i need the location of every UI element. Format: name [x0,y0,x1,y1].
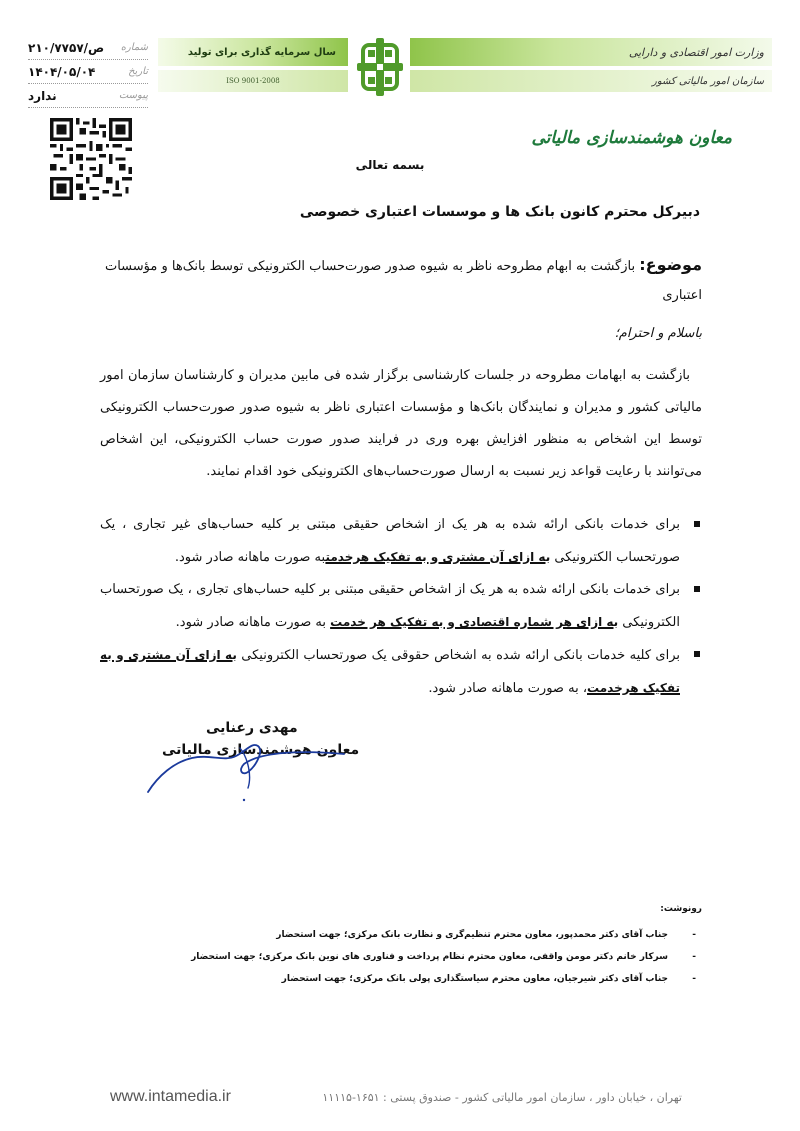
letter-metadata [28,36,148,108]
letter-date-value: ۱۴۰۴/۰۵/۰۴ [28,64,96,79]
letter-attachment-value: ندارد [28,88,57,103]
rules-list [100,509,702,705]
list-item-emphasis: به ازای آن مشتری و به تفکیک هرخدمت [100,648,680,695]
letter-date-row [28,60,148,84]
tax-organization-emblem-icon [355,36,405,98]
list-item-emphasis: به ازای آن مشتری و به تفکیک هرخدمت [325,550,551,564]
square-bullet-icon [694,651,700,657]
handwritten-signature-icon [140,718,360,818]
signatory-title: معاون هوشمندسازی مالیاتی [162,742,360,758]
list-item [100,639,702,705]
footer-address: تهران ، خیابان داور ، سازمان امور مالیاتی کشور - صندوق پستی : ۱۶۵۱-۱۱۱۱۵ [322,1090,682,1104]
signatory-name: مهدی رعنایی [206,720,298,736]
signature-block [140,718,360,818]
footer-website: www.intamedia.ir [110,1088,231,1105]
list-item-text: به صورت ماهانه صادر شود. [174,550,326,565]
list-item-text: برای خدمات بانکی ارائه شده به هر یک از اشخاص حقیقی مبتنی بر کلیه حساب‌های تجاری ، یک صورتحساب الکترونیکی [100,582,680,630]
letter-attachment-label: پیوست [118,90,148,101]
subject [100,250,702,310]
greeting: باسلام و احترام؛ [614,326,702,341]
subject-text: بازگشت به ابهام مطروحه ناظر به شیوه صدور صورت‌حساب الکترونیکی توسط بانک‌ها و مؤسسات اعتباری [104,259,702,303]
recipient: دبیرکل محترم کانون بانک ها و موسسات اعتباری خصوصی [299,204,700,220]
letter-number-value: ۲۱۰/۷۷۵۷/ص [28,40,105,55]
cc-item: - سرکار خانم دکتر مومن واقفی، معاون محترم نظام پرداخت و فناوری های نوین بانک مرکزی؛ جهت استحضار [100,946,702,968]
banner-slogan: سال سرمایه گذاری برای تولید [187,46,336,58]
ministry-banner [410,38,772,94]
list-item-emphasis: به ازای هر شماره اقتصادی و به تفکیک هر خدمت [330,615,619,629]
letter-number-row [28,36,148,60]
deputy-title: معاون هوشمندسازی مالیاتی [531,128,732,148]
cc-item: - جناب آقای دکتر محمدپور، معاون محترم تنظیم‌گری و نظارت بانک مرکزی؛ جهت استحضار [100,924,702,946]
organization-name: سازمان امور مالیاتی کشور [652,75,764,87]
square-bullet-icon [694,586,700,592]
list-item [100,574,702,639]
list-item [100,509,702,574]
list-item-text: ، به صورت ماهانه صادر شود. [428,681,588,696]
letter-number-label: شماره [120,42,148,53]
square-bullet-icon [694,521,700,527]
qr-code-icon [50,118,132,200]
banner-iso: ISO 9001-2008 [226,77,280,85]
list-item-text: برای خدمات بانکی ارائه شده به هر یک از اشخاص حقیقی مبتنی بر کلیه حساب‌های غیر تجاری ، یک صورتحساب الکترونیکی [100,517,680,565]
footer [110,1088,682,1106]
slogan-banner [158,38,348,94]
letter-attachment-row [28,84,148,108]
cc-list [100,924,702,990]
cc-item: - جناب آقای دکتر شیرجیان، معاون محترم سیاستگذاری پولی بانک مرکزی؛ جهت استحضار [100,968,702,990]
body-paragraph: بازگشت به ابهامات مطروحه در جلسات کارشناسی برگزار شده فی مابین مدیران و کارشناسان سازمان امور مالیاتی کشور و مدیران و نمایندگان بانک‌ها و مؤسسات اعتباری ناظر به شیوه صدور صورت‌حساب الکترونیکی توسط این اشخاص به منظور افزایش بهره وری در فرایند صدور صورت حساب الکترونیکی، این اشخاص می‌توانند با رعایت قواعد زیر نسبت به ارسال صورت‌حساب‌های الکترونیکی خود اقدام نمایند. [100,368,702,479]
subject-label: موضوع: [639,255,702,274]
cc-section [100,904,702,990]
list-item-text: برای کلیه خدمات بانکی ارائه شده به اشخاص حقوقی یک صورتحساب الکترونیکی [236,648,680,663]
letter-date-label: تاریخ [128,66,148,77]
ministry-name: وزارت امور اقتصادی و دارایی [628,45,764,59]
list-item-text: به صورت ماهانه صادر شود. [175,615,331,630]
cc-title: رونوشت: [660,904,702,914]
bismillah: بسمه تعالی [355,158,425,172]
